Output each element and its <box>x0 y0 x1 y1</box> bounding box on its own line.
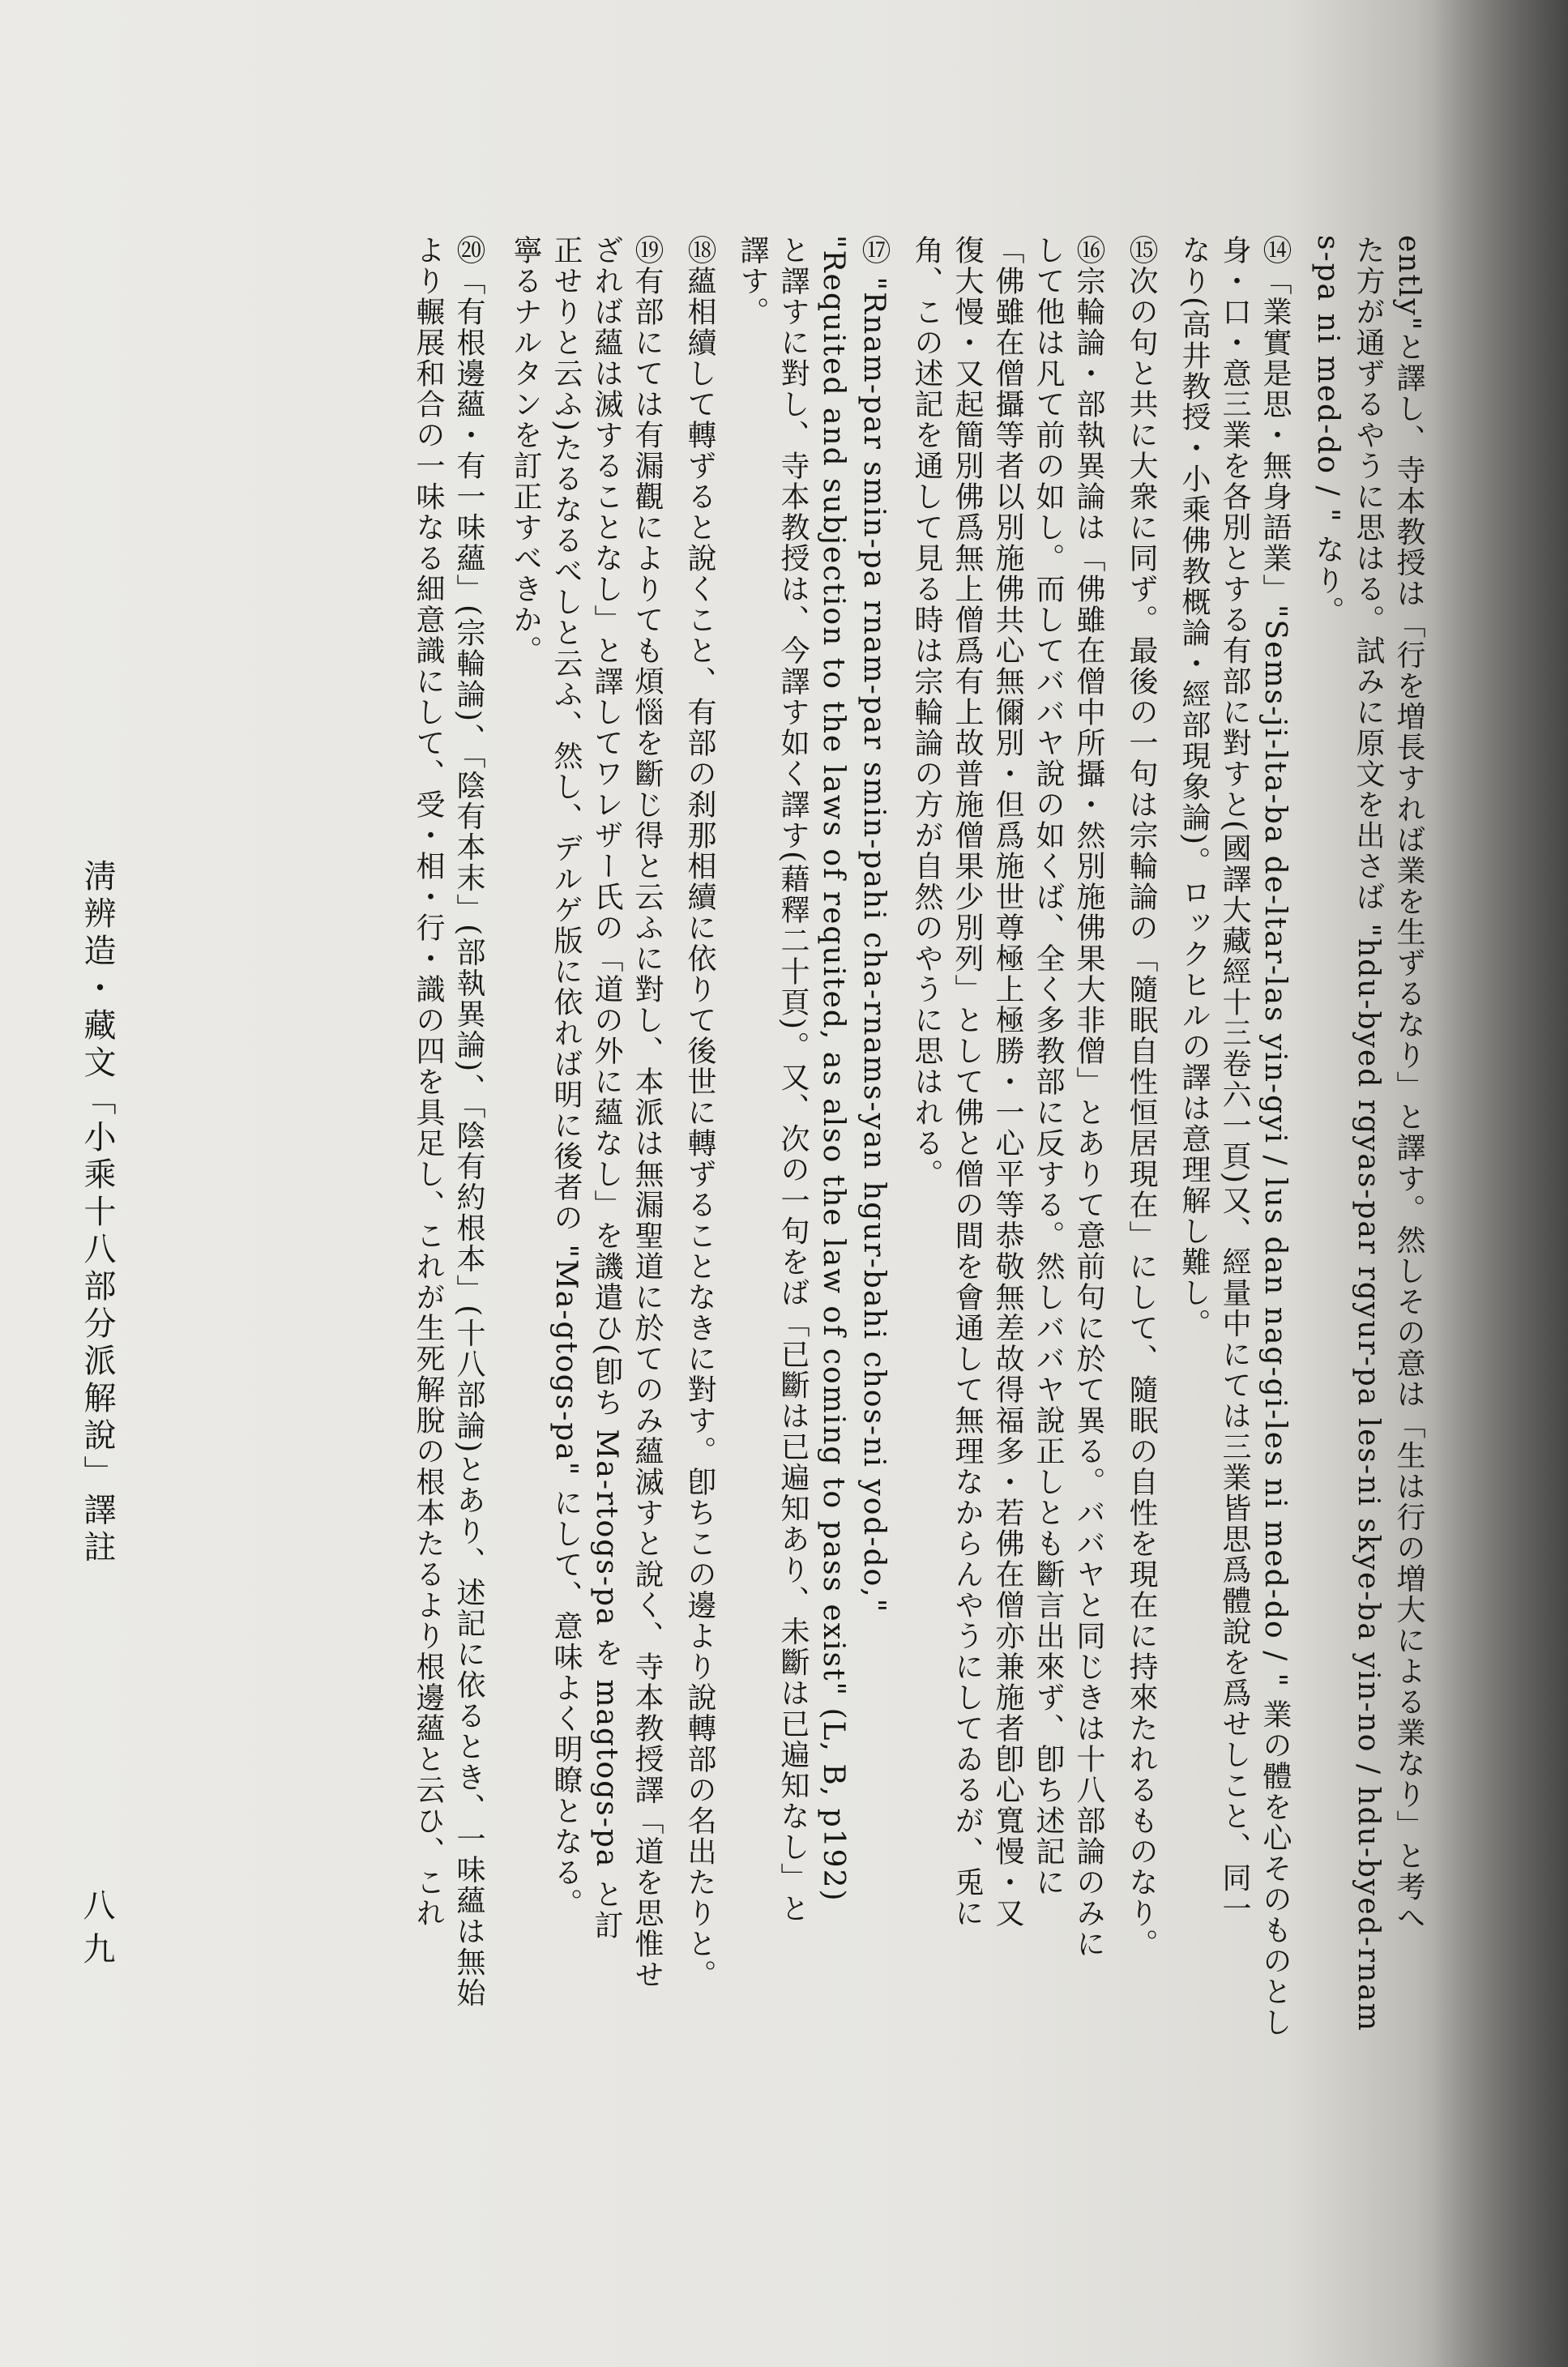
text-column-16: 譯す。 <box>736 235 769 327</box>
text-column-12: 角、この述記を通して見る時は宗輪論の方が自然のやうに思はれる。 <box>910 235 943 1190</box>
text-column-5: 身・口・意三業を各別とする有部に對すと(國譯大藏經十三卷六一頁)又、經量中にては三業皆思爲體說を爲せしこと、同一 <box>1218 235 1251 1925</box>
text-column-1: ently"と譯し、寺本教授は「行を増長すれば業を生ずるなり」と譯す。然しその意は「生は行の増大による業なり」と考へ <box>1392 235 1425 1933</box>
text-column-9: して他は凡て前の如し。而してババヤ說の如くば、全く多教部に反する。然しババヤ說正しとも斷言出來ず、卽ち述記に <box>1032 235 1065 1898</box>
text-column-20: 正せりと云ふ)たるなるべしと云ふ、然し、デルゲ版に依れば明に後者の "Ma-gtogs-pa" にして、意味よく明瞭となる。 <box>549 235 583 1919</box>
text-column-7: ⑮次の句と共に大衆に同ず。最後の一句は宗輪論の「隨眠自性恒居現在」にして、隨眠の自性を現在に持來たれるものなり。 <box>1125 235 1158 1959</box>
text-column-19: ざれば蘊は滅することなし」と譯してワレザー氏の「道の外に蘊なし」を譏遣ひ(卽ち Ma-rtogs-pa を magtogs-pa と訂 <box>590 235 623 1941</box>
text-column-11: 復大慢・又起簡別佛爲無上僧爲有上故普施僧果少別列」として佛と僧の間を會通して無理なからんやうにしてゐるが、兎に <box>951 235 984 1929</box>
text-column-6: なり(高井教授・小乘佛教概論・經部現象論)。ロックヒルの譯は意理解し難し。 <box>1177 235 1211 1339</box>
text-column-3: s-pa ni med-do / " なり。 <box>1311 235 1344 627</box>
text-column-18: ⑲有部にては有漏觀によりても煩惱を斷じ得と云ふに對し、本派は無漏聖道に於てのみ蘊滅すと說く、寺本教授譯「道を思惟せ <box>630 235 664 1990</box>
text-column-23: より輾展和合の一味なる細意識にして、受・相・行・識の四を具足し、これが生死解脫の根本たるより根邊蘊と云ひ、これ <box>412 235 445 1929</box>
book-binding-shadow <box>1430 0 1568 2367</box>
text-column-15: と譯すに對し、寺本教授は、今譯す如く譯す(藉釋二十頁)。又、次の一句をば「已斷は已遍知あり、未斷は已遍知なし」と <box>776 235 810 1925</box>
running-title: 淸辨造・藏文「小乘十八部分派解說」譯註 <box>79 859 116 1567</box>
text-column-21: 寧るナルタンを訂正すべきか。 <box>509 235 542 666</box>
text-column-8: ⑯宗輪論・部執異論は「佛雖在僧中所攝・然別施佛果大非僧」とありて意前句に於て異る。ババヤと同じきは十八部論のみに <box>1072 235 1105 1959</box>
text-column-14: "Requited and subjection to the laws of requited, as also the law of coming to pass exist" (L, B, p192) <box>817 235 850 1903</box>
text-column-2: た方が通ずるやうに思はる。試みに原文を出さば "hdu-byed rgyas-par rgyur-pa les-ni skye-ba yin-no / hdu-byed-rnam <box>1352 235 1385 2032</box>
text-column-4: ⑭「業實是思・無身語業」"Sems-ji-lta-ba de-ltar-las yin-gyi / lus dan nag-gi-les ni med-do / " 業の體を心そのものとし <box>1258 235 1292 2038</box>
page-number: 八九 <box>78 1888 115 1976</box>
text-column-17: ⑱蘊相續して轉ずると說くこと、有部の刹那相續に依りて後世に轉ずることなきに對す。卽ちこの邊より說轉部の名出たりと。 <box>683 235 716 1990</box>
text-column-13: ⑰ "Rnam-par smin-pa rnam-par smin-pahi cha-rnams-yan hgur-bahi chos-ni yod-do," <box>857 235 891 1614</box>
text-column-10: 「佛雖在僧攝等者以別施佛共心無儞別・但爲施世尊極上極勝・一心平等恭敬無差故得福多・若佛在僧亦兼施者卽心寬慢・又 <box>991 235 1024 1929</box>
text-column-22: ⑳「有根邊蘊・有一味蘊」(宗輪論)、「陰有本末」(部執異論)、「陰有約根本」(十八部論)とあり、述記に依るとき、一味蘊は無始 <box>452 235 485 2009</box>
